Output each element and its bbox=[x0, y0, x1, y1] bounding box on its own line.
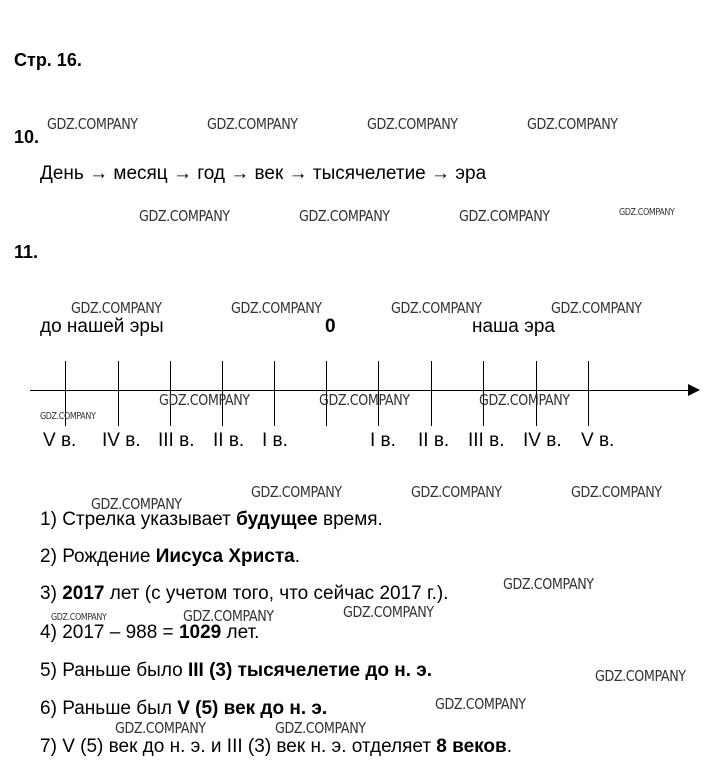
century-label: III в. bbox=[468, 430, 505, 451]
answer-text: Раньше был bbox=[62, 698, 178, 719]
answer-text: V (5) век до н. э. и III (3) век н. э. отделяет bbox=[62, 736, 437, 757]
answer-text: . bbox=[294, 546, 301, 567]
answer-text: Раньше было bbox=[62, 660, 188, 681]
answer-text: 2017 – 988 = bbox=[62, 622, 179, 643]
answer-item bbox=[40, 622, 259, 644]
century-label: II в. bbox=[418, 430, 450, 451]
watermark: GDZ.COMPANY bbox=[299, 207, 390, 225]
answer-number: 6) bbox=[40, 698, 63, 719]
watermark: GDZ.COMPANY bbox=[551, 299, 642, 317]
bc-era-label: до нашей эры bbox=[40, 316, 164, 337]
answer-number: 4) bbox=[40, 622, 63, 643]
answer-text: лет. bbox=[221, 622, 260, 643]
watermark: GDZ.COMPANY bbox=[459, 207, 550, 225]
answer-number: 7) bbox=[40, 736, 63, 757]
answer-item bbox=[40, 698, 327, 720]
century-label: V в. bbox=[43, 430, 77, 451]
watermark: GDZ.COMPANY bbox=[115, 719, 206, 737]
watermark: GDZ.COMPANY bbox=[231, 299, 322, 317]
answer-emphasis: будущее bbox=[236, 509, 318, 530]
century-label: IV в. bbox=[523, 430, 562, 451]
century-label: II в. bbox=[213, 430, 245, 451]
task-10-number: 10. bbox=[14, 127, 40, 147]
answer-text: Стрелка указывает bbox=[62, 509, 237, 530]
watermark: GDZ.COMPANY bbox=[411, 483, 502, 501]
answer-emphasis: V (5) век до н. э. bbox=[177, 698, 328, 719]
watermark: GDZ.COMPANY bbox=[47, 115, 138, 133]
answer-text: время. bbox=[317, 509, 383, 530]
watermark: GDZ.COMPANY bbox=[343, 603, 434, 621]
watermark: GDZ.COMPANY bbox=[159, 391, 250, 409]
zero-label: 0 bbox=[325, 316, 336, 337]
answer-item bbox=[40, 660, 432, 682]
answer-item bbox=[40, 583, 448, 605]
answer-number: 1) bbox=[40, 509, 63, 530]
answer-emphasis: Иисуса Христа bbox=[155, 546, 295, 567]
watermark: GDZ.COMPANY bbox=[207, 115, 298, 133]
watermark: GDZ.COMPANY bbox=[319, 391, 410, 409]
watermark: GDZ.COMPANY bbox=[183, 607, 274, 625]
watermark: GDZ.COMPANY bbox=[367, 115, 458, 133]
timeline-tick bbox=[431, 361, 432, 426]
page-header: Стр. 16. bbox=[14, 50, 82, 70]
answer-number: 5) bbox=[40, 660, 63, 681]
answer-emphasis: III (3) тысячелетие до н. э. bbox=[187, 660, 433, 681]
century-label: I в. bbox=[370, 430, 396, 451]
answer-item bbox=[40, 546, 300, 568]
answer-number: 3) bbox=[40, 583, 63, 604]
watermark: GDZ.COMPANY bbox=[435, 695, 526, 713]
task-11-number: 11. bbox=[14, 242, 39, 262]
watermark: GDZ.COMPANY bbox=[595, 667, 686, 685]
timeline-tick bbox=[588, 361, 589, 426]
century-label: III в. bbox=[158, 430, 195, 451]
answer-emphasis: 2017 bbox=[62, 583, 105, 604]
answer-text: лет (с учетом того, что сейчас 2017 г.). bbox=[104, 583, 449, 604]
timeline-arrow-icon bbox=[688, 384, 700, 396]
watermark: GDZ.COMPANY bbox=[503, 575, 594, 593]
watermark: GDZ.COMPANY bbox=[275, 719, 366, 737]
watermark: GDZ.COMPANY bbox=[51, 612, 107, 623]
answer-text: . bbox=[506, 736, 512, 757]
answer-emphasis: 8 веков bbox=[436, 736, 507, 757]
watermark: GDZ.COMPANY bbox=[139, 207, 230, 225]
timeline-tick bbox=[118, 361, 119, 426]
century-label: V в. bbox=[581, 430, 615, 451]
watermark: GDZ.COMPANY bbox=[619, 207, 675, 218]
ad-era-label: наша эра bbox=[472, 316, 555, 337]
watermark: GDZ.COMPANY bbox=[391, 299, 482, 317]
answer-item bbox=[40, 736, 512, 758]
watermark: GDZ.COMPANY bbox=[40, 411, 96, 422]
watermark: GDZ.COMPANY bbox=[479, 391, 570, 409]
watermark: GDZ.COMPANY bbox=[251, 483, 342, 501]
watermark: GDZ.COMPANY bbox=[571, 483, 662, 501]
century-label: IV в. bbox=[102, 430, 141, 451]
timeline-tick bbox=[274, 361, 275, 426]
watermark: GDZ.COMPANY bbox=[71, 299, 162, 317]
answer-emphasis: 1029 bbox=[178, 622, 222, 643]
answer-number: 2) bbox=[40, 546, 63, 567]
answer-text: Рождение bbox=[62, 546, 156, 567]
task-10-sequence: День → месяц → год → век → тысячелетие → эра bbox=[40, 163, 487, 184]
watermark: GDZ.COMPANY bbox=[91, 495, 182, 513]
watermark: GDZ.COMPANY bbox=[527, 115, 618, 133]
century-label: I в. bbox=[262, 430, 288, 451]
